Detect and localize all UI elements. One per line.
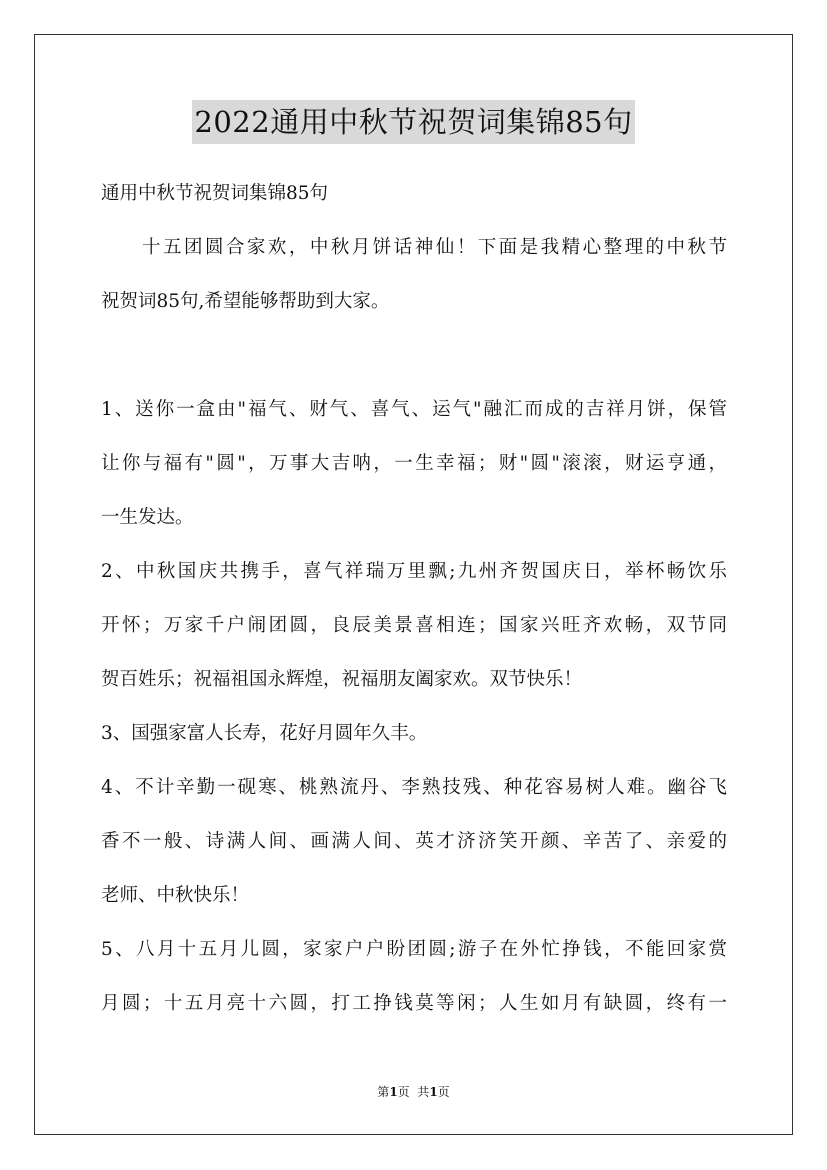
- list-item: [101, 770, 727, 932]
- subtitle: 通用中秋节祝贺词集锦85句: [101, 183, 329, 204]
- title-block: [0, 100, 827, 144]
- intro-line: 祝贺词85句,希望能够帮助到大家。: [101, 291, 390, 312]
- footer-page-total: 1: [429, 1085, 438, 1099]
- document-title: 2022通用中秋节祝贺词集锦85句: [192, 100, 634, 144]
- item-line: 老师、中秋快乐！: [101, 885, 250, 906]
- item-line: 开怀；万家千户闹团圆，良辰美景喜相连；国家兴旺齐欢畅，双节同: [101, 615, 727, 636]
- item-line: 贺百姓乐；祝福祖国永辉煌，祝福朋友阖家欢。双节快乐！: [101, 669, 583, 690]
- item-line: 1、送你一盒由"福气、财气、喜气、运气"融汇而成的吉祥月饼，保管: [101, 399, 727, 420]
- item-line: 2、中秋国庆共携手，喜气祥瑞万里飘;九州齐贺国庆日，举杯畅饮乐: [101, 561, 727, 582]
- item-line: 5、八月十五月儿圆，家家户户盼团圆;游子在外忙挣钱，不能回家赏: [101, 939, 727, 960]
- item-line: 4、不计辛勤一砚寒、桃熟流丹、李熟技残、种花容易树人难。幽谷飞: [101, 777, 727, 798]
- item-line: 让你与福有"圆"，万事大吉呐，一生幸福；财"圆"滚滚，财运亨通，: [101, 453, 727, 474]
- footer-page-mid: 页 共: [397, 1085, 430, 1099]
- item-line: 一生发达。: [101, 507, 194, 528]
- document-body: [101, 176, 727, 1040]
- item-line: 香不一般、诗满人间、画满人间、英才济济笑开颜、辛苦了、亲爱的: [101, 831, 727, 852]
- page-footer: [0, 1083, 827, 1101]
- list-item: [101, 392, 727, 554]
- intro-line: 十五团圆合家欢，中秋月饼话神仙！下面是我精心整理的中秋节: [142, 237, 727, 258]
- item-line: 3、国强家富人长寿，花好月圆年久丰。: [101, 723, 428, 744]
- footer-page-number: 1: [389, 1085, 398, 1099]
- footer-page-suffix: 页: [437, 1085, 450, 1099]
- paragraph-spacer: [101, 338, 727, 392]
- item-line: 月圆；十五月亮十六圆，打工挣钱莫等闲；人生如月有缺圆，终有一: [101, 993, 727, 1014]
- list-item: [101, 932, 727, 1040]
- list-item: [101, 716, 727, 770]
- footer-page-prefix: 第: [377, 1085, 390, 1099]
- list-item: [101, 554, 727, 716]
